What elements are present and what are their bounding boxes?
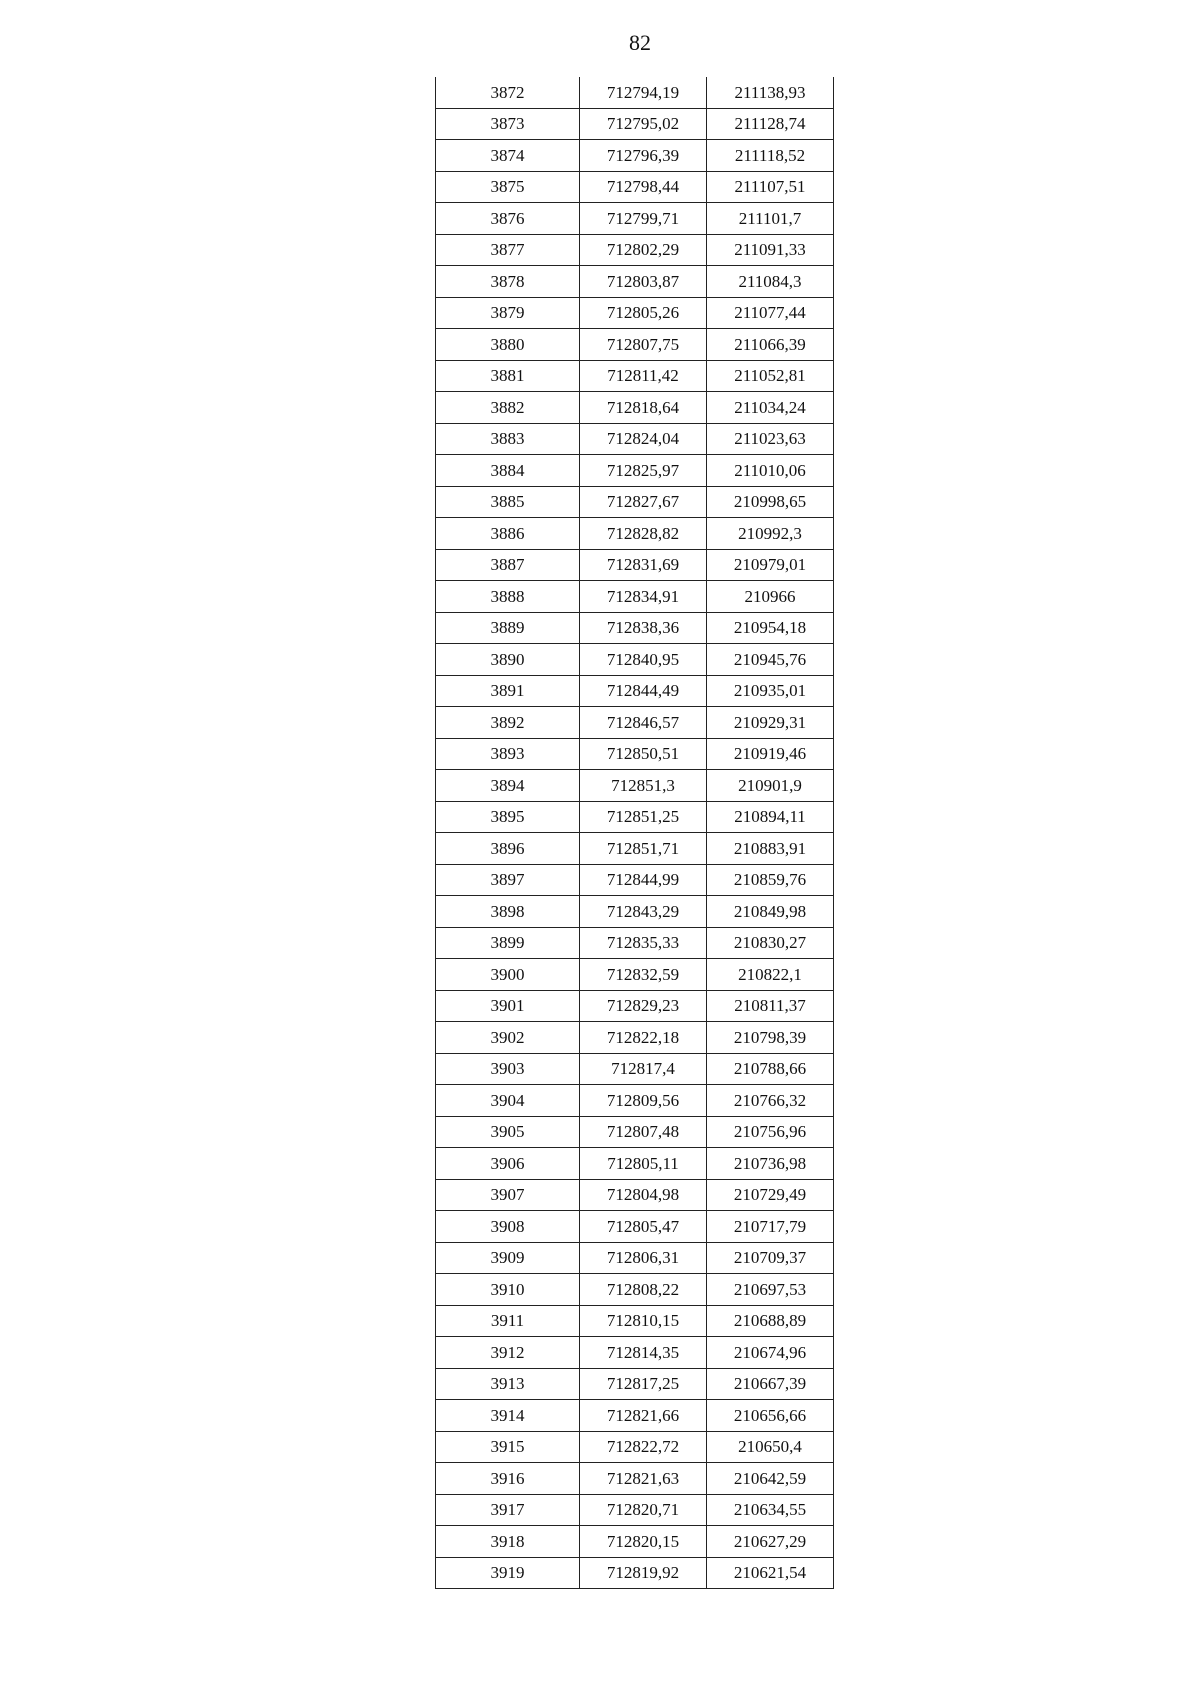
point-number-cell: 3897 <box>436 864 580 896</box>
table-row <box>436 927 834 959</box>
y-coordinate-cell: 211128,74 <box>707 108 834 140</box>
y-coordinate-cell: 210901,9 <box>707 770 834 802</box>
table-row <box>436 171 834 203</box>
x-coordinate-cell: 712807,75 <box>580 329 707 361</box>
point-number-cell: 3894 <box>436 770 580 802</box>
x-coordinate-cell: 712804,98 <box>580 1179 707 1211</box>
y-coordinate-cell: 210998,65 <box>707 486 834 518</box>
point-number-cell: 3903 <box>436 1053 580 1085</box>
x-coordinate-cell: 712850,51 <box>580 738 707 770</box>
table-row <box>436 203 834 235</box>
point-number-cell: 3884 <box>436 455 580 487</box>
point-number-cell: 3913 <box>436 1368 580 1400</box>
coordinates-table <box>435 77 834 1589</box>
point-number-cell: 3875 <box>436 171 580 203</box>
table-row <box>436 612 834 644</box>
point-number-cell: 3882 <box>436 392 580 424</box>
point-number-cell: 3906 <box>436 1148 580 1180</box>
x-coordinate-cell: 712851,25 <box>580 801 707 833</box>
y-coordinate-cell: 211066,39 <box>707 329 834 361</box>
table-row <box>436 1179 834 1211</box>
point-number-cell: 3886 <box>436 518 580 550</box>
table-row <box>436 896 834 928</box>
table-row <box>436 581 834 613</box>
x-coordinate-cell: 712825,97 <box>580 455 707 487</box>
table-row <box>436 1085 834 1117</box>
point-number-cell: 3873 <box>436 108 580 140</box>
y-coordinate-cell: 210729,49 <box>707 1179 834 1211</box>
point-number-cell: 3904 <box>436 1085 580 1117</box>
y-coordinate-cell: 211091,33 <box>707 234 834 266</box>
point-number-cell: 3896 <box>436 833 580 865</box>
x-coordinate-cell: 712831,69 <box>580 549 707 581</box>
point-number-cell: 3908 <box>436 1211 580 1243</box>
y-coordinate-cell: 210919,46 <box>707 738 834 770</box>
point-number-cell: 3911 <box>436 1305 580 1337</box>
table-row <box>436 1022 834 1054</box>
x-coordinate-cell: 712817,25 <box>580 1368 707 1400</box>
y-coordinate-cell: 210894,11 <box>707 801 834 833</box>
table-row <box>436 675 834 707</box>
x-coordinate-cell: 712851,3 <box>580 770 707 802</box>
y-coordinate-cell: 210634,55 <box>707 1494 834 1526</box>
x-coordinate-cell: 712803,87 <box>580 266 707 298</box>
point-number-cell: 3898 <box>436 896 580 928</box>
table-row <box>436 140 834 172</box>
table-row <box>436 990 834 1022</box>
table-row <box>436 1526 834 1558</box>
table-row <box>436 297 834 329</box>
x-coordinate-cell: 712819,92 <box>580 1557 707 1589</box>
table-row <box>436 770 834 802</box>
x-coordinate-cell: 712834,91 <box>580 581 707 613</box>
x-coordinate-cell: 712827,67 <box>580 486 707 518</box>
y-coordinate-cell: 210979,01 <box>707 549 834 581</box>
table-row <box>436 234 834 266</box>
x-coordinate-cell: 712844,99 <box>580 864 707 896</box>
y-coordinate-cell: 211010,06 <box>707 455 834 487</box>
y-coordinate-cell: 210736,98 <box>707 1148 834 1180</box>
point-number-cell: 3891 <box>436 675 580 707</box>
table-row <box>436 1557 834 1589</box>
point-number-cell: 3893 <box>436 738 580 770</box>
point-number-cell: 3880 <box>436 329 580 361</box>
table-row <box>436 1337 834 1369</box>
y-coordinate-cell: 210935,01 <box>707 675 834 707</box>
point-number-cell: 3878 <box>436 266 580 298</box>
x-coordinate-cell: 712821,66 <box>580 1400 707 1432</box>
x-coordinate-cell: 712798,44 <box>580 171 707 203</box>
table-row <box>436 1211 834 1243</box>
point-number-cell: 3919 <box>436 1557 580 1589</box>
y-coordinate-cell: 210756,96 <box>707 1116 834 1148</box>
table-row <box>436 1494 834 1526</box>
y-coordinate-cell: 210627,29 <box>707 1526 834 1558</box>
x-coordinate-cell: 712829,23 <box>580 990 707 1022</box>
y-coordinate-cell: 210656,66 <box>707 1400 834 1432</box>
y-coordinate-cell: 211023,63 <box>707 423 834 455</box>
x-coordinate-cell: 712810,15 <box>580 1305 707 1337</box>
x-coordinate-cell: 712840,95 <box>580 644 707 676</box>
y-coordinate-cell: 211077,44 <box>707 297 834 329</box>
point-number-cell: 3902 <box>436 1022 580 1054</box>
x-coordinate-cell: 712822,18 <box>580 1022 707 1054</box>
table-row <box>436 1431 834 1463</box>
x-coordinate-cell: 712795,02 <box>580 108 707 140</box>
point-number-cell: 3876 <box>436 203 580 235</box>
y-coordinate-cell: 210674,96 <box>707 1337 834 1369</box>
x-coordinate-cell: 712844,49 <box>580 675 707 707</box>
x-coordinate-cell: 712820,15 <box>580 1526 707 1558</box>
point-number-cell: 3872 <box>436 77 580 108</box>
table-row <box>436 1116 834 1148</box>
table-row <box>436 738 834 770</box>
table-row <box>436 423 834 455</box>
point-number-cell: 3907 <box>436 1179 580 1211</box>
page-number: 82 <box>629 30 651 55</box>
x-coordinate-cell: 712824,04 <box>580 423 707 455</box>
table-row <box>436 1148 834 1180</box>
table-row <box>436 1368 834 1400</box>
point-number-cell: 3909 <box>436 1242 580 1274</box>
x-coordinate-cell: 712808,22 <box>580 1274 707 1306</box>
x-coordinate-cell: 712822,72 <box>580 1431 707 1463</box>
y-coordinate-cell: 210945,76 <box>707 644 834 676</box>
x-coordinate-cell: 712843,29 <box>580 896 707 928</box>
x-coordinate-cell: 712821,63 <box>580 1463 707 1495</box>
point-number-cell: 3881 <box>436 360 580 392</box>
table-row <box>436 549 834 581</box>
y-coordinate-cell: 210697,53 <box>707 1274 834 1306</box>
point-number-cell: 3914 <box>436 1400 580 1432</box>
x-coordinate-cell: 712814,35 <box>580 1337 707 1369</box>
point-number-cell: 3883 <box>436 423 580 455</box>
point-number-cell: 3895 <box>436 801 580 833</box>
y-coordinate-cell: 210621,54 <box>707 1557 834 1589</box>
y-coordinate-cell: 210883,91 <box>707 833 834 865</box>
y-coordinate-cell: 210766,32 <box>707 1085 834 1117</box>
coordinates-table-body <box>436 77 834 1589</box>
point-number-cell: 3918 <box>436 1526 580 1558</box>
y-coordinate-cell: 211084,3 <box>707 266 834 298</box>
y-coordinate-cell: 210992,3 <box>707 518 834 550</box>
table-row <box>436 486 834 518</box>
table-row <box>436 108 834 140</box>
table-row <box>436 1242 834 1274</box>
x-coordinate-cell: 712817,4 <box>580 1053 707 1085</box>
point-number-cell: 3917 <box>436 1494 580 1526</box>
x-coordinate-cell: 712806,31 <box>580 1242 707 1274</box>
y-coordinate-cell: 210709,37 <box>707 1242 834 1274</box>
y-coordinate-cell: 211052,81 <box>707 360 834 392</box>
y-coordinate-cell: 211101,7 <box>707 203 834 235</box>
table-row <box>436 518 834 550</box>
point-number-cell: 3879 <box>436 297 580 329</box>
y-coordinate-cell: 210849,98 <box>707 896 834 928</box>
table-row <box>436 959 834 991</box>
y-coordinate-cell: 211138,93 <box>707 77 834 108</box>
y-coordinate-cell: 210798,39 <box>707 1022 834 1054</box>
y-coordinate-cell: 211118,52 <box>707 140 834 172</box>
table-row <box>436 455 834 487</box>
point-number-cell: 3890 <box>436 644 580 676</box>
x-coordinate-cell: 712796,39 <box>580 140 707 172</box>
table-row <box>436 1463 834 1495</box>
point-number-cell: 3901 <box>436 990 580 1022</box>
point-number-cell: 3910 <box>436 1274 580 1306</box>
table-row <box>436 1400 834 1432</box>
x-coordinate-cell: 712809,56 <box>580 1085 707 1117</box>
table-row <box>436 329 834 361</box>
table-row <box>436 77 834 108</box>
y-coordinate-cell: 210688,89 <box>707 1305 834 1337</box>
point-number-cell: 3905 <box>436 1116 580 1148</box>
table-row <box>436 833 834 865</box>
point-number-cell: 3885 <box>436 486 580 518</box>
table-row <box>436 1305 834 1337</box>
x-coordinate-cell: 712802,29 <box>580 234 707 266</box>
x-coordinate-cell: 712851,71 <box>580 833 707 865</box>
table-row <box>436 801 834 833</box>
x-coordinate-cell: 712818,64 <box>580 392 707 424</box>
x-coordinate-cell: 712807,48 <box>580 1116 707 1148</box>
y-coordinate-cell: 210822,1 <box>707 959 834 991</box>
x-coordinate-cell: 712805,11 <box>580 1148 707 1180</box>
y-coordinate-cell: 210788,66 <box>707 1053 834 1085</box>
x-coordinate-cell: 712846,57 <box>580 707 707 739</box>
x-coordinate-cell: 712832,59 <box>580 959 707 991</box>
y-coordinate-cell: 210667,39 <box>707 1368 834 1400</box>
x-coordinate-cell: 712838,36 <box>580 612 707 644</box>
y-coordinate-cell: 210929,31 <box>707 707 834 739</box>
y-coordinate-cell: 210811,37 <box>707 990 834 1022</box>
point-number-cell: 3892 <box>436 707 580 739</box>
table-row <box>436 644 834 676</box>
table-row <box>436 707 834 739</box>
x-coordinate-cell: 712835,33 <box>580 927 707 959</box>
table-row <box>436 360 834 392</box>
y-coordinate-cell: 211107,51 <box>707 171 834 203</box>
table-row <box>436 1053 834 1085</box>
point-number-cell: 3915 <box>436 1431 580 1463</box>
x-coordinate-cell: 712820,71 <box>580 1494 707 1526</box>
x-coordinate-cell: 712799,71 <box>580 203 707 235</box>
x-coordinate-cell: 712828,82 <box>580 518 707 550</box>
table-row <box>436 864 834 896</box>
point-number-cell: 3912 <box>436 1337 580 1369</box>
y-coordinate-cell: 210650,4 <box>707 1431 834 1463</box>
y-coordinate-cell: 211034,24 <box>707 392 834 424</box>
point-number-cell: 3887 <box>436 549 580 581</box>
y-coordinate-cell: 210642,59 <box>707 1463 834 1495</box>
table-row <box>436 266 834 298</box>
y-coordinate-cell: 210830,27 <box>707 927 834 959</box>
point-number-cell: 3877 <box>436 234 580 266</box>
table-row <box>436 392 834 424</box>
point-number-cell: 3874 <box>436 140 580 172</box>
y-coordinate-cell: 210966 <box>707 581 834 613</box>
x-coordinate-cell: 712794,19 <box>580 77 707 108</box>
point-number-cell: 3889 <box>436 612 580 644</box>
point-number-cell: 3916 <box>436 1463 580 1495</box>
table-row <box>436 1274 834 1306</box>
point-number-cell: 3888 <box>436 581 580 613</box>
point-number-cell: 3900 <box>436 959 580 991</box>
point-number-cell: 3899 <box>436 927 580 959</box>
y-coordinate-cell: 210859,76 <box>707 864 834 896</box>
x-coordinate-cell: 712805,47 <box>580 1211 707 1243</box>
x-coordinate-cell: 712811,42 <box>580 360 707 392</box>
y-coordinate-cell: 210954,18 <box>707 612 834 644</box>
y-coordinate-cell: 210717,79 <box>707 1211 834 1243</box>
x-coordinate-cell: 712805,26 <box>580 297 707 329</box>
